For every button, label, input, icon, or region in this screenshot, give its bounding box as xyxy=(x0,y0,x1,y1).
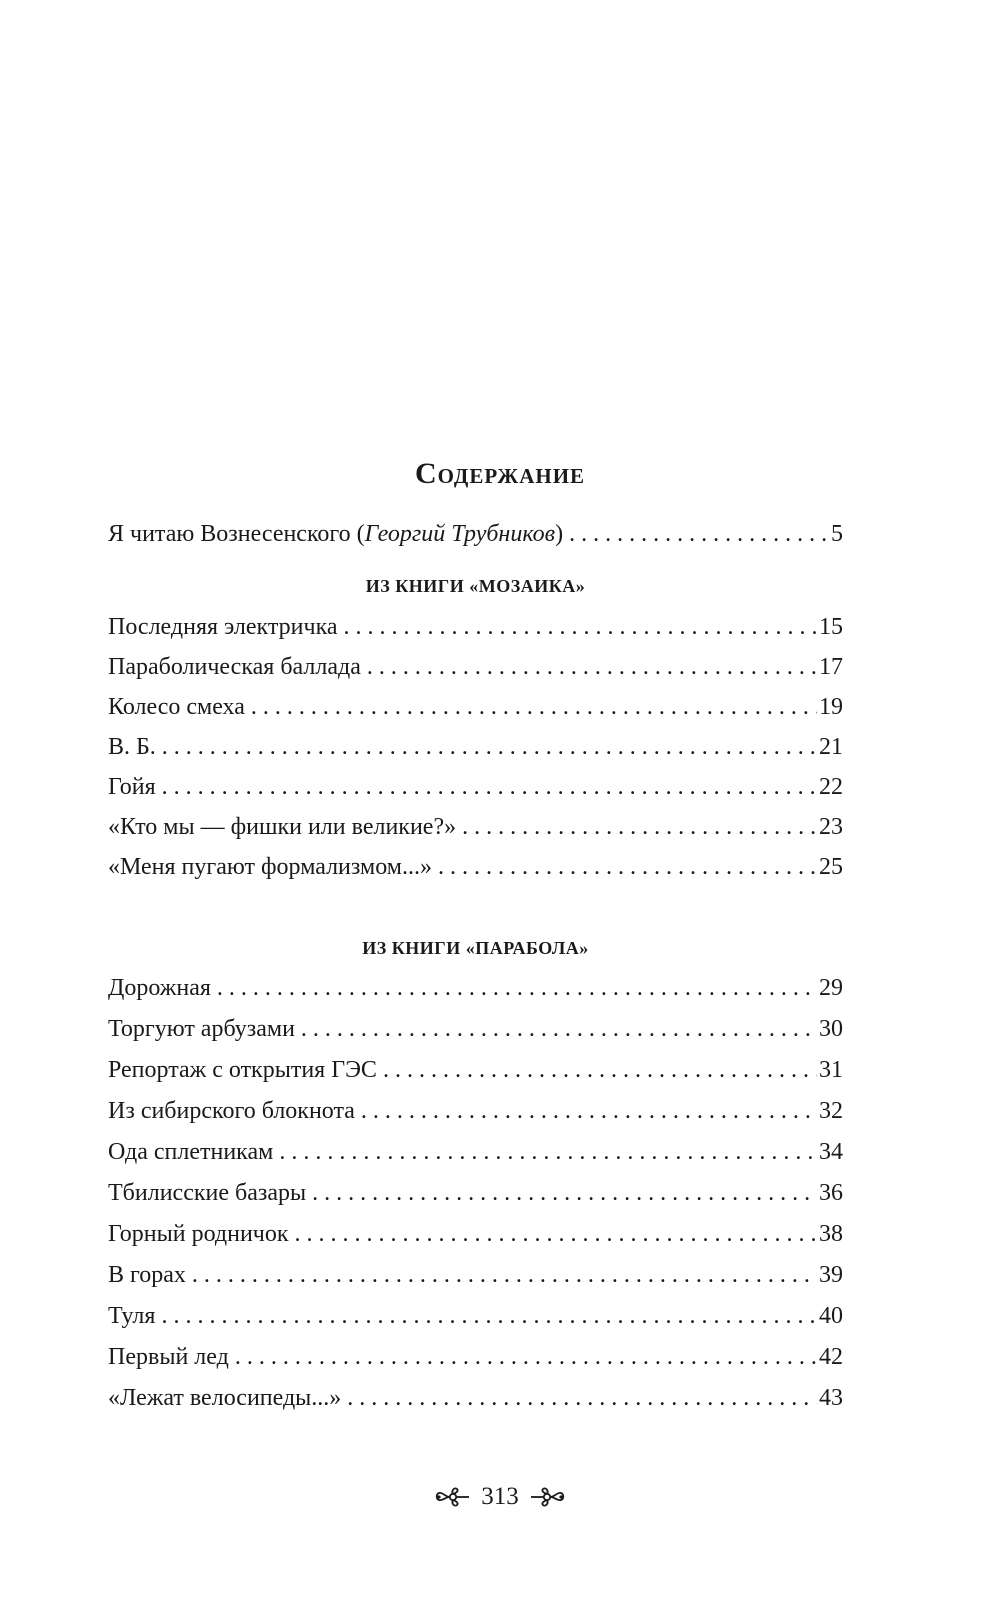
section-heading-parabola: ИЗ КНИГИ «ПАРАБОЛА» xyxy=(362,938,589,958)
dot-leader xyxy=(438,851,817,883)
toc-entry[interactable] xyxy=(108,1013,843,1045)
toc-entry-page: 25 xyxy=(819,854,843,880)
toc-entry-label: В горах xyxy=(108,1262,186,1288)
toc-entry[interactable] xyxy=(108,811,843,843)
toc-entry-page: 15 xyxy=(819,614,843,640)
toc-entry[interactable] xyxy=(108,1177,843,1209)
toc-entry-page: 21 xyxy=(819,734,843,760)
toc-entry-label: Тбилисские базары xyxy=(108,1180,307,1206)
toc-entry-page: 23 xyxy=(819,814,843,840)
toc-entry[interactable] xyxy=(108,731,843,763)
toc-entry-page: 31 xyxy=(819,1057,843,1083)
toc-entry-label: Колесо смеха xyxy=(108,694,245,720)
dot-leader xyxy=(251,691,817,723)
toc-entry-label: В. Б. xyxy=(108,734,156,760)
toc-entry-page: 19 xyxy=(819,694,843,720)
fleuron-left-icon xyxy=(435,1484,471,1510)
toc-entry[interactable] xyxy=(108,691,843,723)
toc-entry-page: 5 xyxy=(831,521,843,547)
toc-entry-page: 36 xyxy=(819,1180,843,1206)
toc-entry-label: «Кто мы — фишки или великие?» xyxy=(108,814,457,840)
dot-leader xyxy=(312,1177,817,1209)
toc-entry[interactable] xyxy=(108,1341,843,1373)
toc-entry-page: 40 xyxy=(819,1303,843,1329)
toc-entry-label: Первый лед xyxy=(108,1344,229,1370)
dot-leader xyxy=(162,771,817,803)
toc-entry[interactable] xyxy=(108,1054,843,1086)
toc-entry-page: 42 xyxy=(819,1344,843,1370)
toc-entry-label: «Лежат велосипеды...» xyxy=(108,1385,342,1411)
dot-leader xyxy=(217,972,817,1004)
page-number: 313 xyxy=(481,1483,519,1510)
toc-entry-label: Репортаж с открытия ГЭС xyxy=(108,1057,377,1083)
page-footer xyxy=(0,1483,1000,1511)
toc-entry-page: 29 xyxy=(819,975,843,1001)
toc-entry-label: «Меня пугают формализмом...» xyxy=(108,854,432,880)
toc-entry-label: Дорожная xyxy=(108,975,211,1001)
toc-entry[interactable] xyxy=(108,651,843,683)
toc-entry-page: 22 xyxy=(819,774,843,800)
toc-entry[interactable] xyxy=(108,972,843,1004)
toc-entry[interactable] xyxy=(108,851,843,883)
fleuron-right-icon xyxy=(529,1484,565,1510)
dot-leader xyxy=(162,731,817,763)
toc-entry[interactable] xyxy=(108,1095,843,1127)
dot-leader xyxy=(569,518,829,550)
toc-entry-label: Горный родничок xyxy=(108,1221,289,1247)
dot-leader xyxy=(462,811,817,843)
dot-leader xyxy=(347,1382,817,1414)
toc-entry-page: 38 xyxy=(819,1221,843,1247)
toc-entry-page: 34 xyxy=(819,1139,843,1165)
page-title: Содержание xyxy=(414,457,586,491)
toc-entry-label: Последняя электричка xyxy=(108,614,338,640)
toc-entry[interactable] xyxy=(108,771,843,803)
toc-entry-label: Из сибирского блокнота xyxy=(108,1098,355,1124)
toc-entry-author: Георгий Трубников xyxy=(364,521,556,547)
toc-entry[interactable] xyxy=(108,1259,843,1291)
dot-leader xyxy=(344,611,817,643)
dot-leader xyxy=(367,651,817,683)
toc-entry[interactable] xyxy=(108,1218,843,1250)
dot-leader xyxy=(235,1341,817,1373)
dot-leader xyxy=(192,1259,817,1291)
dot-leader xyxy=(295,1218,817,1250)
section-heading-mozaika: ИЗ КНИГИ «МОЗАИКА» xyxy=(365,576,586,596)
toc-entry-label: Ода сплетникам xyxy=(108,1139,274,1165)
toc-entry[interactable] xyxy=(108,1136,843,1168)
dot-leader xyxy=(361,1095,817,1127)
toc-entry[interactable] xyxy=(108,611,843,643)
dot-leader xyxy=(301,1013,817,1045)
toc-entry-label: Туля xyxy=(108,1303,156,1329)
toc-entry-page: 30 xyxy=(819,1016,843,1042)
toc-entry-page: 39 xyxy=(819,1262,843,1288)
toc-entry-label: Торгуют арбузами xyxy=(108,1016,295,1042)
dot-leader xyxy=(279,1136,817,1168)
toc-entry[interactable] xyxy=(108,1300,843,1332)
toc-entry-label: Параболическая баллада xyxy=(108,654,361,680)
toc-entry-page: 43 xyxy=(819,1385,843,1411)
dot-leader xyxy=(383,1054,817,1086)
toc-entry-intro[interactable] xyxy=(108,518,843,550)
toc-entry-label: Я читаю Вознесенского (Георгий Трубников) xyxy=(108,521,564,547)
toc-entry-label: Гойя xyxy=(108,774,156,800)
toc-entry-page: 17 xyxy=(819,654,843,680)
toc-entry-page: 32 xyxy=(819,1098,843,1124)
dot-leader xyxy=(161,1300,817,1332)
toc-entry[interactable] xyxy=(108,1382,843,1414)
